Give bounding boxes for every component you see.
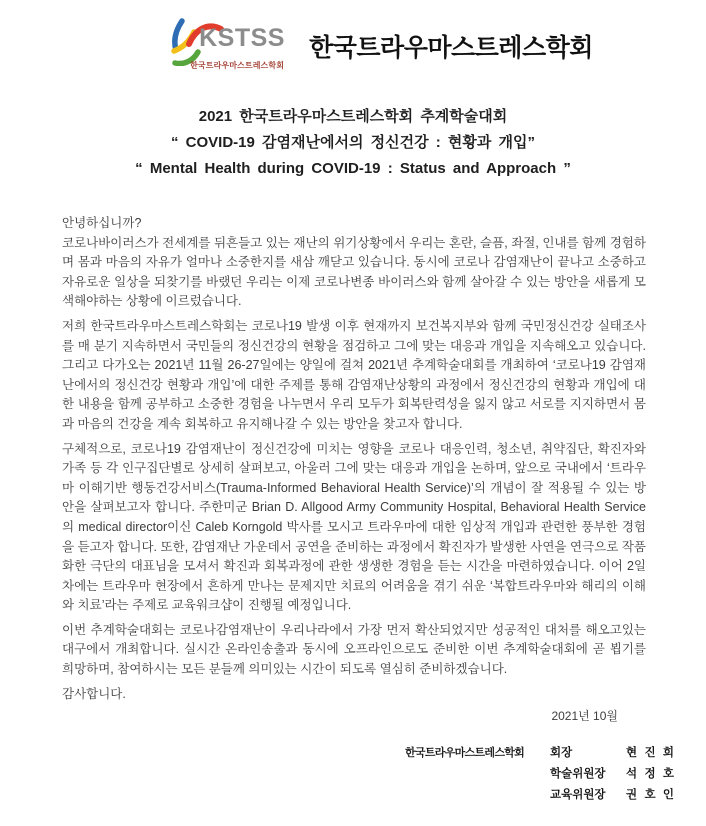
paragraph-intro: 코로나바이러스가 전세계를 뒤흔들고 있는 재난의 위기상황에서 우리는 혼란, 슬픔, 좌절, 인내를 함께 경험하며 몸과 마음의 자유가 얼마나 소중한지를 새삼 깨닫고 있습니다. 동시에 코로나 감염재난이 끝나고 소중하고 자유로운 일상을 되찾기를 바랬던 우리는 이제 코로나변종 바이러스와 함께 살아갈 수 있는 방안을 새롭게 모색해야하는 상황에 이르렀습니다. (62, 235, 646, 309)
signature-role-education-chair: 교육위원장 (550, 788, 606, 801)
signature-name-academic-chair: 석 정 호 (626, 767, 674, 780)
conference-title-block (0, 104, 706, 182)
paragraph-venue: 이번 추계학술대회는 코로나감염재난이 우리나라에서 가장 먼저 확산되었지만 성공적인 대처를 해오고있는 대구에서 개최합니다. 실시간 온라인송출과 동시에 오프라인으로도 준비한 이번 추계학술대회에 곧 뵙기를 희망하며, 참여하시는 모든 분들께 의미있는 시간이 되도록 열심히 준비하겠습니다. (62, 622, 646, 677)
logo-acronym: KSTSS (199, 24, 285, 52)
signature-org-spacer (405, 785, 528, 806)
signature-name-education-chair: 권 호 인 (626, 788, 674, 801)
org-name-heading: 한국트라우마스트레스학회 (309, 34, 593, 62)
greeting-line: 안녕하십니까? (62, 216, 142, 230)
signature-role-president: 회장 (550, 746, 573, 759)
signature-row (0, 743, 706, 764)
letter-body (62, 214, 646, 727)
signature-org: 한국트라우마스트레스학회 (405, 746, 525, 759)
thanks-line: 감사합니다. (62, 686, 126, 701)
logo-subtext: 한국트라우마스트레스학회 (190, 61, 285, 70)
conference-subtitle-english: “ Mental Health during COVID-19 : Status and Approach ” (135, 160, 571, 177)
signature-block (0, 743, 706, 806)
signature-role-academic-chair: 학술위원장 (550, 767, 606, 780)
conference-subtitle-korean: “ COVID-19 감염재난에서의 정신건강 : 현황과 개입” (170, 134, 536, 151)
paragraph-program: 구체적으로, 코로나19 감염재난이 정신건강에 미치는 영향을 코로나 대응인력, 청소년, 취약집단, 확진자와 가족 등 각 인구집단별로 상세히 살펴보고, 아울러 그에 맞는 대응과 개입을 논하며, 앞으로 국내에서 ‘트라우마 이해기반 행동건강서비스(Trauma-Informed Behavioral Health Service)’의 개념이 잘 적용될 수 있는 방안을 살펴보고자 합니다. 주한미군 Brian D. Allgood Army Community Hospital, Behavioral Health Service의 medical director이신 Caleb Korngold 박사를 모시고 트라우마에 대한 임상적 개입과 관련한 풍부한 경험을 듣고자 합니다. 또한, 감염재난 가운데서 공연을 준비하는 과정에서 확진자가 발생한 사연을 연극으로 작품화한 극단의 대표님을 모셔서 확진과 회복과정에 관한 생생한 경험을 듣는 시간을 마련하였습니다. 이어 2일차에는 트라우마 현장에서 흔하게 만나는 문제지만 치료의 어려움을 겪기 쉬운 ‘복합트라우마와 해리의 이해와 치료’라는 주제로 교육워크샵이 진행될 예정입니다. (62, 441, 646, 613)
paragraph-society: 저희 한국트라우마스트레스학회는 코로나19 발생 이후 현재까지 보건복지부와 함께 국민정신건강 실태조사를 매 분기 지속하면서 국민들의 정신건강의 현황을 점검하고 그에 맞는 대응과 개입을 지속해오고 있습니다. 그리고 다가오는 2021년 11월 26-27일에는 양일에 걸쳐 2021년 추계학술대회를 개최하여 ‘코로나19 감염재난에서의 정신건강 현황과 개입’에 대한 주제를 통해 감염재난상황의 과정에서 정신건강의 현황과 개입에 대한 내용을 함께 공부하고 소중한 경험을 나누면서 우리 모두가 회복탄력성을 잃지 않고 서로를 지지하면서 몸과 마음의 건강을 계속 회복하고 유지해나갈 수 있는 방안을 찾고자 합니다. (62, 318, 646, 431)
conference-title-korean: 2021 한국트라우마스트레스학회 추계학술대회 (198, 108, 508, 125)
signature-row (0, 764, 706, 785)
signature-org-spacer (405, 764, 528, 785)
signature-row (0, 785, 706, 806)
date-line: 2021년 10월 (551, 709, 618, 724)
kstss-logo (169, 14, 291, 78)
signature-name-president: 현 진 희 (626, 746, 674, 759)
letterhead (28, 0, 706, 78)
